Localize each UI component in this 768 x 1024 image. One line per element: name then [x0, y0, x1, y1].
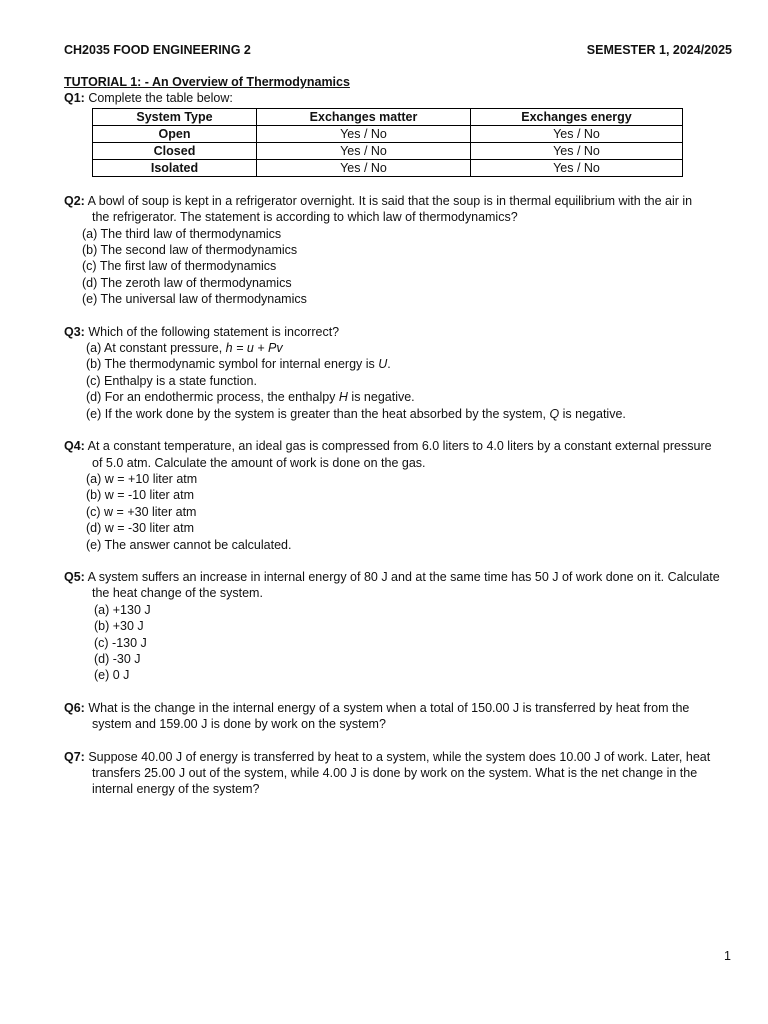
list-item: (d) For an endothermic process, the enthalpy H is negative. — [86, 390, 415, 405]
question-3 — [64, 324, 732, 422]
list-item: (c) The first law of thermodynamics — [82, 259, 277, 274]
table-row — [93, 125, 683, 142]
question-6 — [64, 700, 732, 733]
question-2 — [64, 193, 732, 308]
list-item: (b) +30 J — [94, 619, 144, 634]
list-item: (e) The answer cannot be calculated. — [86, 537, 292, 552]
table-cell: Open — [93, 125, 257, 142]
q7-line3: internal energy of the system? — [92, 782, 260, 797]
q2-label: Q2: — [64, 193, 85, 208]
list-item: (b) The thermodynamic symbol for internal energy is U. — [86, 357, 391, 372]
course-title: CH2035 FOOD ENGINEERING 2 — [64, 43, 251, 57]
table-cell: Yes / No — [471, 125, 683, 142]
q1-label: Q1: — [64, 91, 85, 106]
q4-options — [64, 471, 732, 553]
table-cell: Yes / No — [257, 159, 471, 176]
list-item: (e) If the work done by the system is greater than the heat absorbed by the system, Q is negative. — [86, 406, 626, 421]
list-item: (a) The third law of thermodynamics — [82, 226, 282, 241]
list-item: (a) w = +10 liter atm — [86, 471, 198, 486]
list-item: (c) Enthalpy is a state function. — [86, 373, 257, 388]
list-item: (c) w = +30 liter atm — [86, 504, 197, 519]
list-item: (b) w = -10 liter atm — [86, 488, 195, 503]
list-item: (e) The universal law of thermodynamics — [82, 292, 307, 307]
page-header — [64, 42, 732, 60]
q7-label: Q7: — [64, 749, 85, 764]
q5-line2: the heat change of the system. — [92, 586, 263, 601]
q6-line2: system and 159.00 J is done by work on the system? — [92, 717, 386, 732]
formula-text: h = u + Pv — [225, 341, 283, 356]
document-page — [64, 42, 732, 798]
question-1 — [64, 90, 732, 176]
q5-line1: A system suffers an increase in internal energy of 80 J and at the same time has 50 J of work done on it. Calculate — [87, 569, 720, 584]
semester-label: SEMESTER 1, 2024/2025 — [586, 43, 732, 57]
q7-line2: transfers 25.00 J out of the system, while 4.00 J is done by work on the system. What is the net change in the — [92, 766, 698, 780]
q4-line1: At a constant temperature, an ideal gas is compressed from 6.0 liters to 4.0 liters by a constant external pressure — [87, 439, 712, 454]
q3-options — [64, 340, 732, 422]
q3-label: Q3: — [64, 324, 85, 339]
q5-label: Q5: — [64, 569, 85, 584]
question-5 — [64, 569, 732, 684]
table-row — [93, 159, 683, 176]
q3-text: Which of the following statement is incorrect? — [88, 324, 340, 339]
system-type-table — [92, 108, 683, 177]
q7-line1: Suppose 40.00 J of energy is transferred by heat to a system, while the system does 10.00 J of work. Later, heat — [88, 749, 711, 764]
question-7 — [64, 749, 732, 798]
q2-options — [64, 226, 732, 308]
list-item: (a) +130 J — [94, 602, 151, 617]
table-cell: Isolated — [93, 159, 257, 176]
table-header-cell: Exchanges matter — [257, 108, 471, 125]
tutorial-title: TUTORIAL 1: - An Overview of Thermodynamics — [64, 75, 350, 89]
list-item: (b) The second law of thermodynamics — [82, 243, 298, 258]
q6-line1: What is the change in the internal energy of a system when a total of 150.00 J is transferred by heat from the — [88, 700, 690, 715]
q2-line1: A bowl of soup is kept in a refrigerator overnight. It is said that the soup is in thermal equilibrium with the air in — [87, 193, 693, 208]
list-item: (d) The zeroth law of thermodynamics — [82, 275, 292, 290]
q4-label: Q4: — [64, 439, 85, 454]
table-cell: Yes / No — [471, 159, 683, 176]
list-item: (d) -30 J — [94, 651, 141, 666]
list-item: (a) At constant pressure, h = u + Pv — [86, 341, 283, 356]
q4-line2: of 5.0 atm. Calculate the amount of work is done on the gas. — [92, 455, 426, 470]
page-number: 1 — [724, 949, 731, 963]
symbol-text: Q — [549, 406, 560, 421]
q2-line2: the refrigerator. The statement is according to which law of thermodynamics? — [92, 210, 518, 225]
table-cell: Yes / No — [471, 142, 683, 159]
table-cell: Yes / No — [257, 125, 471, 142]
q1-text: Complete the table below: — [88, 91, 233, 106]
table-header-cell: System Type — [93, 108, 257, 125]
symbol-text: H — [338, 390, 348, 405]
list-item: (e) 0 J — [94, 668, 130, 683]
symbol-text: U — [378, 357, 388, 372]
q6-label: Q6: — [64, 700, 85, 715]
table-header-cell: Exchanges energy — [471, 108, 683, 125]
question-4 — [64, 438, 732, 553]
table-cell: Closed — [93, 142, 257, 159]
table-cell: Yes / No — [257, 142, 471, 159]
table-header-row — [93, 108, 683, 125]
table-row — [93, 142, 683, 159]
q5-options — [64, 602, 732, 684]
list-item: (c) -130 J — [94, 635, 147, 650]
list-item: (d) w = -30 liter atm — [86, 521, 195, 536]
